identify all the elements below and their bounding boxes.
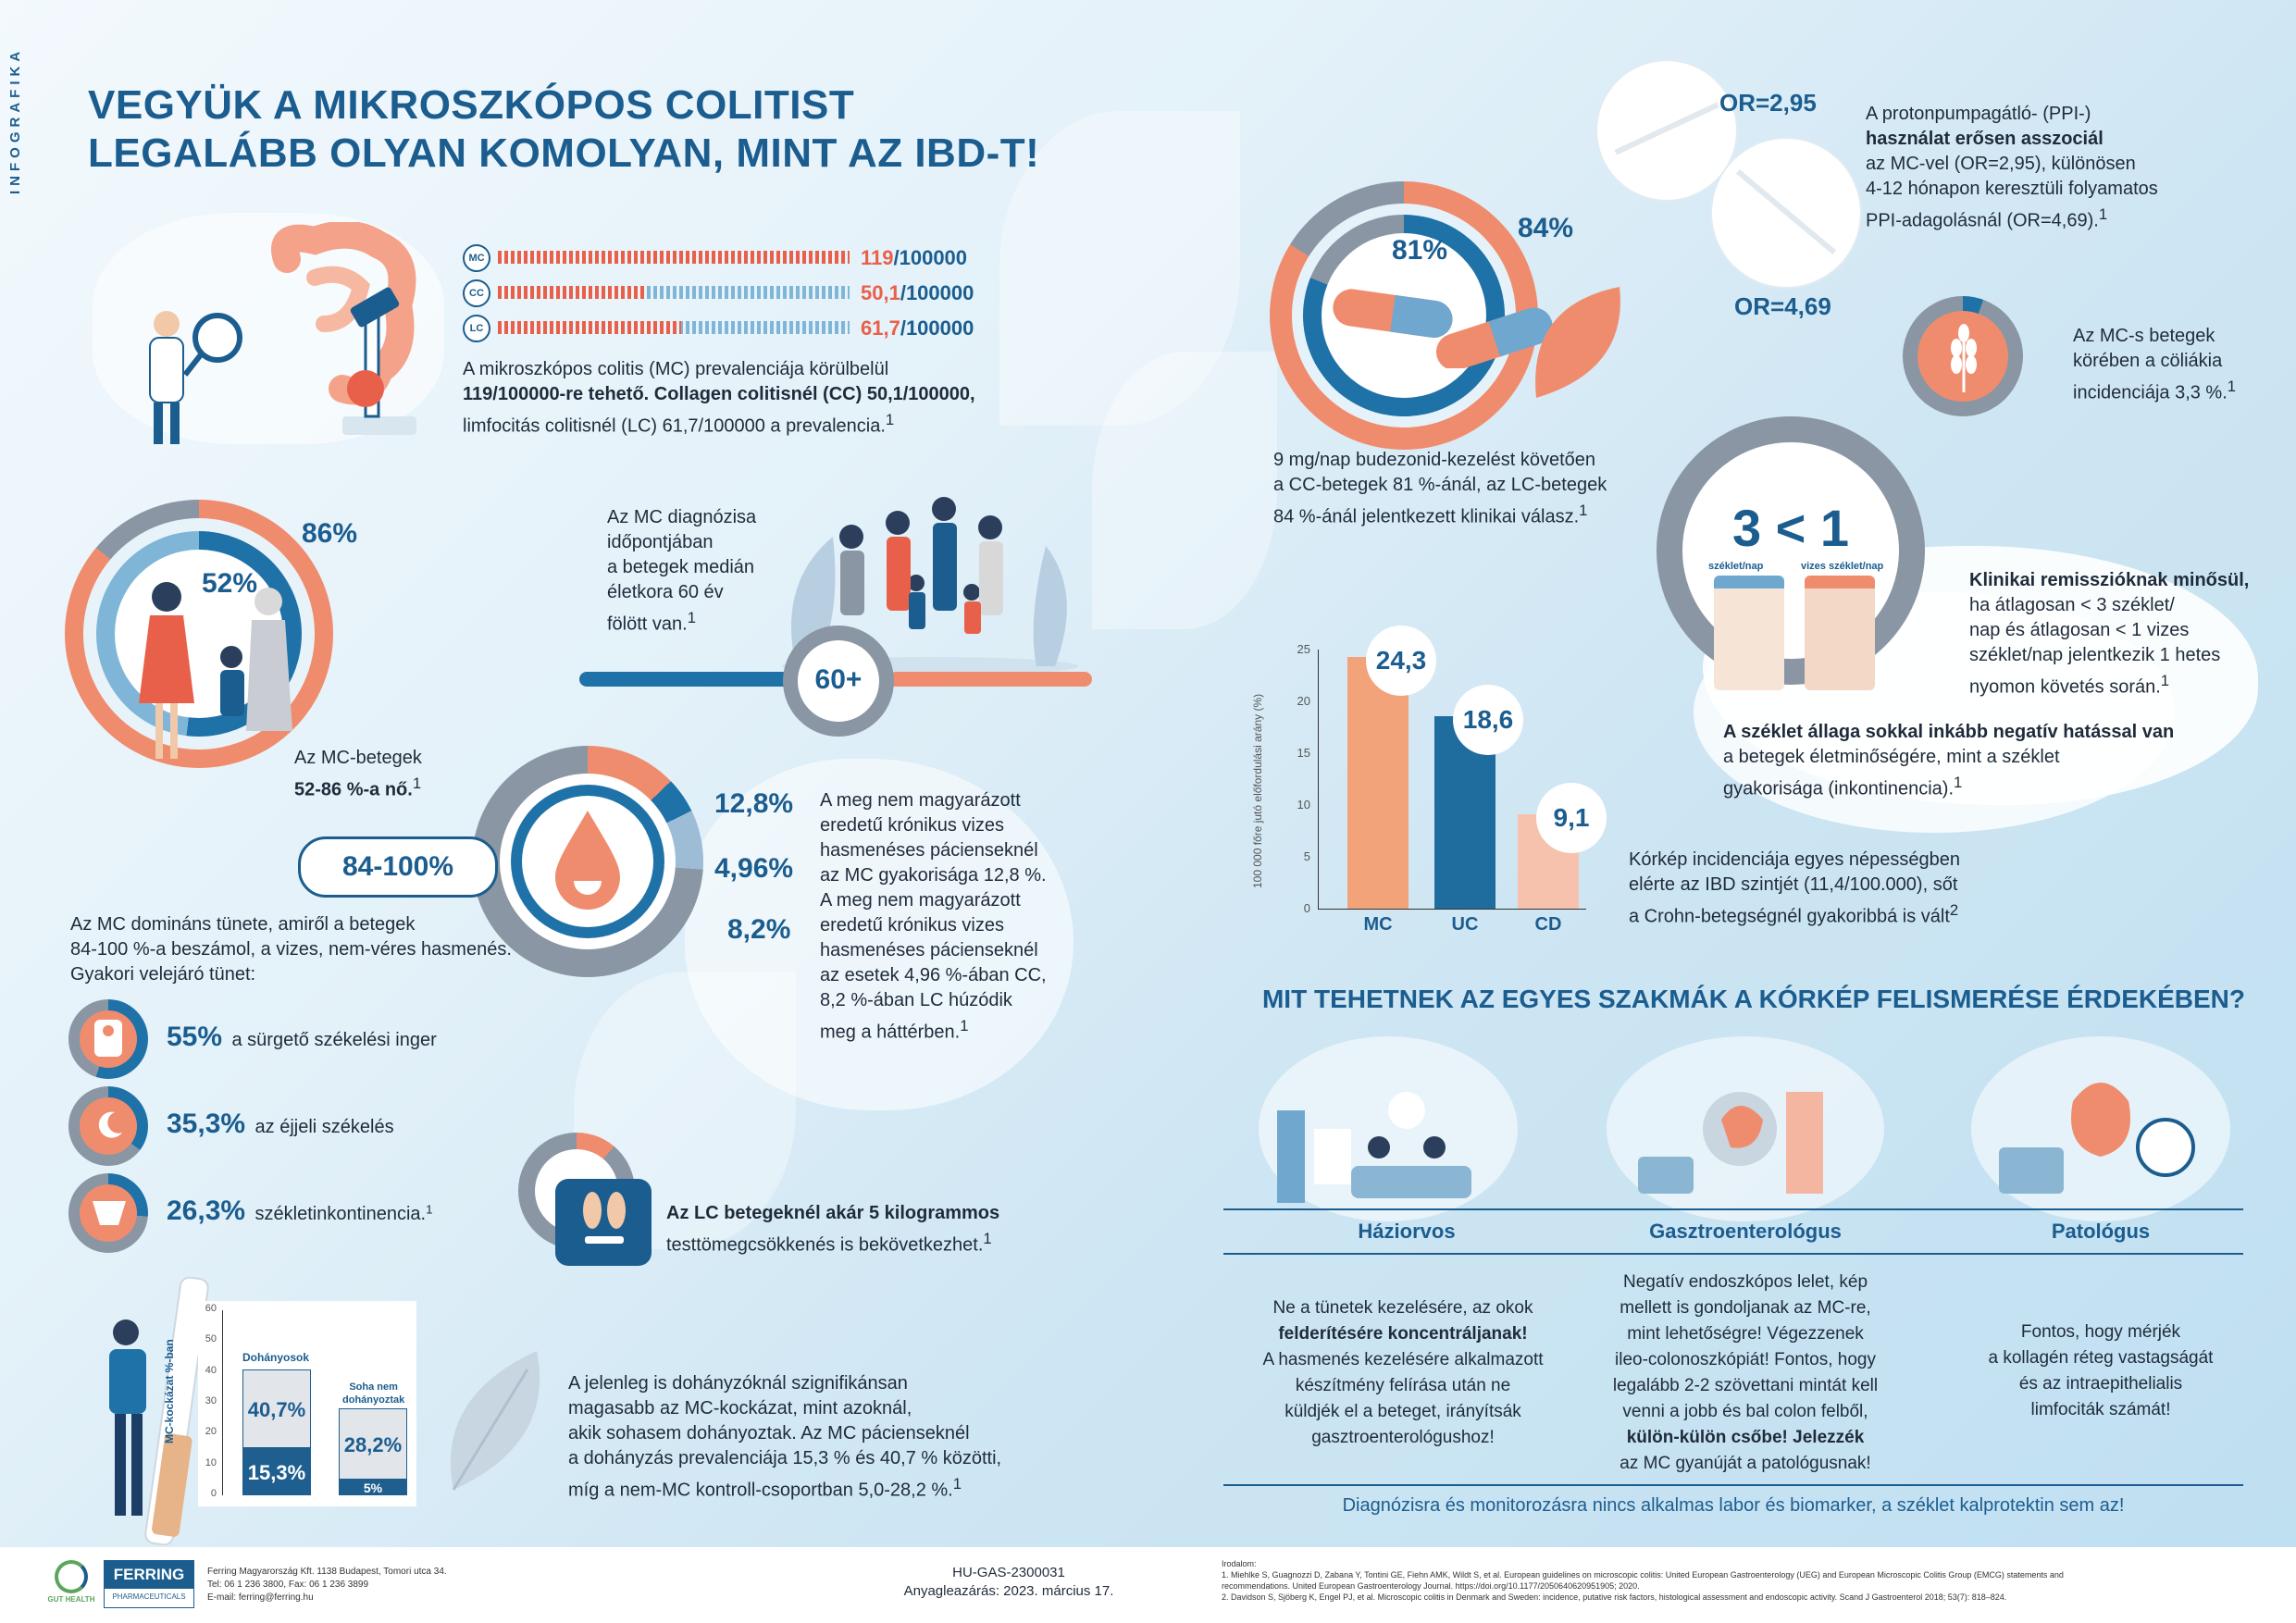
incidence-y-tick: 0	[1303, 901, 1310, 915]
celiac-text: Az MC-s betegek körében a cöliákia incidenciája 3,3 %.$^1$	[2073, 326, 2237, 403]
toilet-paper-icon	[91, 1018, 126, 1060]
incidence-y-axis-line	[1318, 650, 1319, 909]
budesonide-text: 9 mg/nap budezonid-kezelést követően a CC-betegek 81 %-ánál, az LC-betegek 84 %-ánál jelentkezett klinikai válasz.$^1$	[1273, 450, 1607, 527]
professions-divider-bottom	[1223, 1484, 2243, 1486]
smoking-y-tick: 0	[210, 1488, 217, 1499]
prof-body-gp: Ne a tünetek kezelésére, az okok felderítésére koncentráljanak! A hasmenés kezelésére alkalmazott készítmény felírása után ne küldjék el a beteget, irányítsák gasztroenterológushoz!	[1262, 1298, 1544, 1447]
prevalence-code: LC	[463, 315, 490, 342]
smoking-top-label: 40,7%	[247, 1397, 306, 1421]
water-jar-icon	[1805, 576, 1875, 690]
title-line-1: VEGYÜK A MIKROSZKÓPOS COLITIST	[88, 82, 855, 128]
prof-title-path: Patológus	[2051, 1220, 2151, 1243]
prevalence-row-cc	[463, 281, 981, 304]
title-line-2: LEGALÁBB OLYAN KOMOLYAN, MINT AZ IBD-T!	[88, 130, 1040, 176]
incidence-y-tick: 15	[1297, 746, 1310, 760]
budesonide-outer-pct: 84%	[1518, 213, 1574, 243]
age-bar-left	[579, 672, 811, 687]
microscope-icon	[315, 278, 426, 444]
professions-divider-top	[1223, 1208, 2243, 1210]
incidence-y-tick: 10	[1297, 798, 1310, 812]
prof-title-gastro: Gasztroenterológus	[1649, 1220, 1842, 1243]
age-badge: 60+	[814, 664, 863, 695]
smoking-group-2-label: Soha nem dohányoztak	[342, 1381, 405, 1406]
symptom-incontinence: 26,3% székletinkontinencia.$^1$	[167, 1196, 433, 1226]
gut-health-logo: GUT HEALTH	[44, 1560, 98, 1604]
prevalence-code: CC	[463, 279, 490, 307]
prof-body-gastro: Negatív endoszkópos lelet, kép mellett is gondoljanak az MC-re, mint lehetőségre! Végezzenek ileo-colonoszkópiát! Fontos, hogy legalább 2-2 szövettani mintát kell venni a jobb és bal colon felből, külön-külön csőbe! Jelezzék az MC gyanúját a patológusnak!	[1612, 1272, 1879, 1473]
leaf-decoration-icon	[435, 1342, 555, 1499]
page-title	[88, 81, 1039, 178]
prevalence-fill	[498, 286, 646, 299]
age-text: Az MC diagnózisa időpontjában a betegek medián életkora 60 év fölött van.$^1$	[607, 507, 757, 635]
prevalence-row-lc	[463, 316, 981, 339]
ppi-text: A protonpumpagátló- (PPI-) használat erősen asszociál az MC-vel (OR=2,95), különösen 4-12 hónapon keresztüli folyamatos PPI-adagolásnál (OR=4,69).$^1$	[1866, 104, 2158, 231]
incidence-text: Kórkép incidenciája egyes népességben elérte az IBD szintjét (11,4/100.000), sőt a Crohn-betegségnél gyakoribbá is vált$^2$	[1629, 849, 1961, 927]
doctor-magnifier-icon	[130, 296, 250, 453]
professions-heading: MIT TEHETNEK AZ EGYES SZAKMÁK A KÓRKÉP FELISMERÉSE ÉRDEKÉBEN?	[1261, 985, 2246, 1013]
diarrhea-pct-lc: 8,2%	[727, 914, 791, 945]
prevalence-fill	[498, 251, 850, 264]
incidence-x-axis-line	[1318, 909, 1586, 910]
prevalence-value: 50,1/100000	[861, 281, 974, 304]
smoking-bottom-label: 15,3%	[247, 1460, 306, 1484]
smoking-y-tick: 40	[205, 1364, 217, 1376]
smoking-y-tick: 50	[205, 1333, 217, 1345]
sidebar-label: INFOGRAFIKA	[7, 46, 23, 194]
prof-body-path: Fontos, hogy mérjék a kollagén réteg vastagságát és az intraepithelialis limfociták számát!	[1988, 1322, 2214, 1419]
decor-leaf	[1092, 352, 1277, 629]
female-text: Az MC-betegek 52-86 %-a nő.$^1$	[294, 748, 422, 800]
symptom-night: 35,3% az éjjeli székelés	[167, 1109, 394, 1139]
leaf-orange-icon	[1527, 278, 1629, 407]
diarrhea-right-text: A meg nem magyarázott eredetű krónikus vizes hasmenéses pácienseknél az MC gyakorisága 12,8 %. A meg nem magyarázott eredetű krónikus vizes hasmenéses pácienseknél az esetek 4,96 %-ában CC, 8,2 %-ában LC húzódik meg a háttérben.$^1$	[820, 790, 1047, 1043]
pathologist-icon	[1962, 1064, 2240, 1212]
ppi-or-2: OR=4,69	[1734, 292, 1831, 320]
smoking-y-tick: 30	[205, 1395, 217, 1406]
incidence-category-label: CD	[1534, 914, 1562, 935]
female-outer-pct: 86%	[302, 518, 358, 549]
smoking-y-axis-line	[222, 1310, 223, 1495]
weight-text: Az LC betegeknél akár 5 kilogrammos testtömegcsökkenés is bekövetkezhet.$^1$	[666, 1203, 1000, 1256]
incidence-y-tick: 5	[1303, 849, 1310, 863]
feet-icon	[572, 1184, 637, 1249]
women-group-icon	[130, 574, 296, 777]
remission-text2: A széklet állaga sokkal inkább negatív hatással van a betegek életminőségére, mint a széklet gyakorisága (inkontinencia).$^1$	[1723, 722, 2175, 799]
age-bar-right	[888, 672, 1092, 687]
diarrhea-pct-cc: 4,96%	[714, 853, 794, 884]
footer-address: Ferring Magyarország Kft. 1138 Budapest, Tomori utca 34. Tel: 06 1 236 3800, Fax: 06 1 236 3899 E-mail: ferring@ferring.hu	[207, 1567, 447, 1603]
smoking-top-label: 28,2%	[343, 1432, 403, 1456]
prevalence-code: MC	[463, 244, 490, 272]
smoking-bottom-label: 5%	[363, 1480, 383, 1495]
remission-label-a: széklet/nap	[1708, 561, 1764, 572]
prevalence-text: A mikroszkópos colitis (MC) prevalenciája körülbelül 119/100000-re tehető. Collagen colitisnél (CC) 50,1/100000, limfocitás colitisnél (LC) 61,7/100000 a prevalencia.$^1$	[463, 359, 975, 437]
prof-title-gp: Háziorvos	[1358, 1220, 1456, 1243]
stool-jar-icon	[1714, 576, 1784, 690]
professions-bottom-note: Diagnózisra és monitorozásra nincs alkalmas labor és biomarker, a széklet kalprotektin sem az!	[1342, 1495, 2125, 1516]
gastro-icon	[1601, 1064, 1888, 1212]
diarrhea-left-text: Az MC domináns tünete, amiről a betegek 84-100 %-a beszámol, a vizes, nem-véres hasmenés. Gyakori velejáró tünet:	[70, 914, 512, 985]
budesonide-inner-pct: 81%	[1392, 235, 1448, 266]
prevalence-value: 61,7/100000	[861, 316, 974, 340]
wheat-icon	[1938, 320, 1990, 394]
capsule-icon	[1333, 276, 1555, 368]
incidence-category-label: UC	[1451, 914, 1479, 935]
incidence-value-label: 18,6	[1453, 685, 1523, 755]
smoking-y-tick: 20	[205, 1426, 217, 1438]
incidence-ylabel: 100 000 főre jutó előfordulási arány (%)	[1251, 693, 1264, 888]
incidence-category-label: MC	[1363, 914, 1393, 935]
prevalence-row-mc	[463, 246, 981, 268]
incidence-y-tick: 20	[1297, 694, 1310, 708]
footer-refs: Irodalom: 1. Miehlke S, Guagnozzi D, Zabana Y, Tontini GE, Fiehn AMK, Wildt S, et al. European guidelines on microscopic colitis: United European Gastroenterology (UEG) and European Microscopic Colitis Group (EMCG) statements and recommendations. United European Gastroenterology Journal. https://doi.org/10.1177/2050640620951905; 2020. 2. Davidson S, Sjöberg K, Engel PJ, et al. Microscopic colitis in Denmark and Sweden: incidence, putative risk factors, histological assessment and endoscopic activity. Scand J Gastroenterol 2018; 53(7): 818–824.	[1222, 1559, 2064, 1602]
female-inner-pct: 52%	[202, 568, 258, 599]
incidence-value-label: 24,3	[1366, 626, 1436, 696]
incidence-y-tick: 25	[1297, 642, 1310, 656]
water-drop-icon	[550, 807, 626, 911]
incidence-value-label: 9,1	[1536, 783, 1607, 853]
diaper-icon	[91, 1197, 128, 1229]
prevalence-fill	[498, 321, 681, 334]
moon-icon	[93, 1109, 126, 1142]
smoking-ylabel: MC-kockázat %-ban	[163, 1339, 176, 1443]
ppi-or-1: OR=2,95	[1719, 89, 1817, 117]
prevalence-value: 119/100000	[861, 246, 968, 269]
remission-big: 3 < 1	[1731, 499, 1850, 557]
gp-icon	[1259, 1073, 1518, 1212]
remission-label-b: vizes széklet/nap	[1801, 561, 1884, 572]
smoking-y-tick: 60	[205, 1303, 217, 1314]
diarrhea-pct-mc: 12,8%	[714, 788, 794, 819]
footer	[0, 1547, 2296, 1623]
smoking-text: A jelenleg is dohányzóknál szignifikánsan magasabb az MC-kockázat, mint azoknál, akik sohasem dohányoztak. Az MC pácienseknél a dohányzás prevalenciája 15,3 % és 40,7 % közötti, míg a nem-MC kontroll-csoportban 5,0-28,2 %.$^1$	[568, 1373, 1002, 1501]
smoking-y-tick: 10	[205, 1456, 217, 1468]
diarrhea-badge: 84-100%	[298, 836, 498, 898]
footer-code: HU-GAS-2300031 Anyagleazárás: 2023. március 17.	[903, 1565, 1114, 1599]
remission-text: Klinikai remisszióknak minősül, ha átlagosan < 3 széklet/ nap és átlagosan < 1 vizes széklet/nap jelentkezik 1 hetes nyomon követés során.$^1$	[1969, 570, 2250, 698]
professions-divider-mid	[1223, 1253, 2243, 1255]
smoking-group-1-label: Dohányosok	[242, 1351, 310, 1364]
ferring-logo: FERRING PHARMACEUTICALS	[104, 1560, 194, 1608]
symptom-urgency: 55% a sürgető székelési inger	[167, 1022, 437, 1052]
